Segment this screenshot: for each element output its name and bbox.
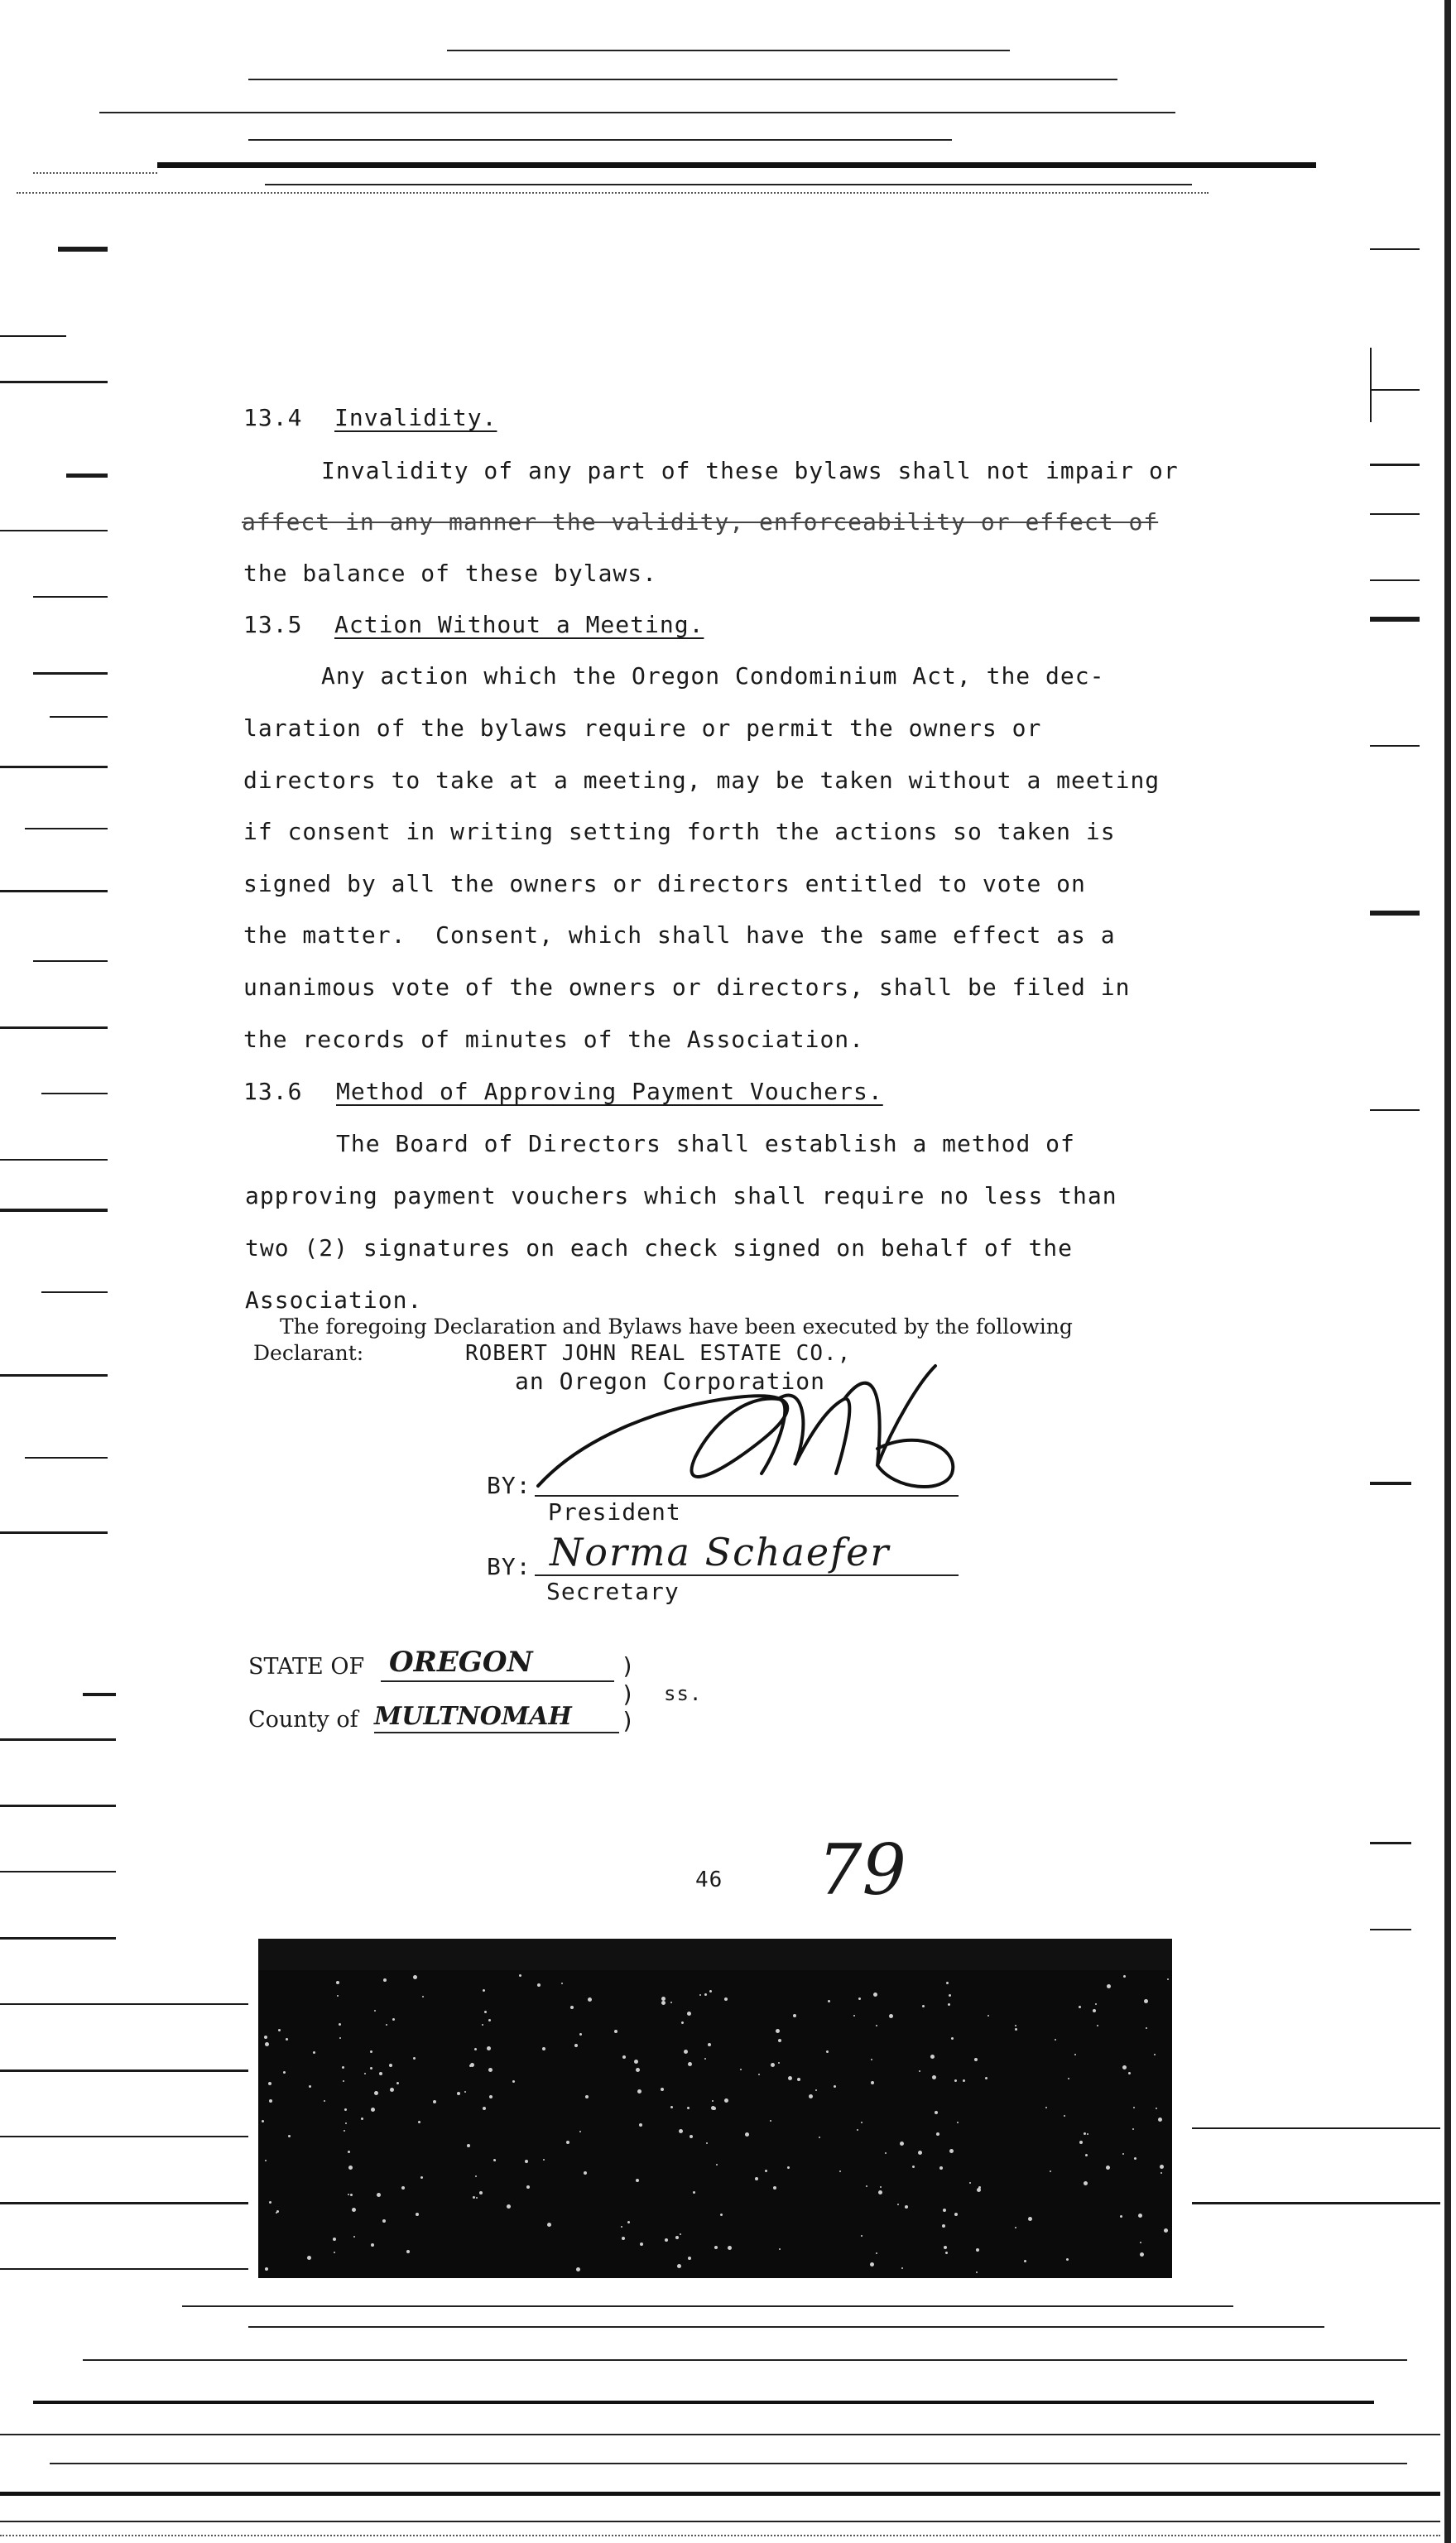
noise-speck <box>1140 2252 1144 2257</box>
noise-speck <box>489 2095 493 2098</box>
noise-speck <box>1068 2078 1069 2079</box>
noise-speck <box>670 2106 673 2108</box>
noise-speck <box>374 2010 376 2012</box>
noise-speck <box>720 2214 723 2216</box>
bracket: ) <box>621 1652 636 1680</box>
noise-speck <box>987 2015 989 2017</box>
body-line: two (2) signatures on each check signed on behalf of the <box>245 1234 1074 1262</box>
county-value: MULTNOMAH <box>374 1702 572 1731</box>
noise-speck <box>939 2166 943 2170</box>
noise-speck <box>588 1997 592 2002</box>
noise-speck <box>930 2055 935 2059</box>
noise-speck <box>406 2250 410 2253</box>
noise-speck <box>936 2132 939 2136</box>
noise-speck <box>714 2246 718 2249</box>
noise-speck <box>681 2021 684 2024</box>
section-title: Method of Approving Payment Vouchers. <box>336 1078 883 1105</box>
noise-speck <box>390 2088 394 2092</box>
noise-speck <box>1106 2166 1110 2170</box>
body-line: approving payment vouchers which shall require no less than <box>245 1182 1117 1209</box>
section-title: Action Without a Meeting. <box>334 611 704 638</box>
noise-speck <box>286 2038 288 2041</box>
noise-speck <box>1045 2107 1047 2108</box>
noise-speck <box>487 2046 491 2050</box>
noise-speck <box>479 2191 483 2194</box>
noise-speck <box>1154 2054 1156 2055</box>
state-label: STATE OF <box>248 1654 365 1680</box>
noise-speck <box>389 2064 392 2067</box>
noise-speck <box>728 2246 732 2250</box>
noise-speck <box>1084 2181 1088 2185</box>
company-subtitle: an Oregon Corporation <box>515 1368 826 1395</box>
noise-speck <box>773 2186 776 2190</box>
body-line: Any action which the Oregon Condominium Act, the dec- <box>321 662 1105 690</box>
noise-speck <box>383 1978 387 1982</box>
noise-speck <box>264 2036 267 2039</box>
noise-speck <box>348 2166 353 2170</box>
scan-dark-region-top <box>258 1939 1172 1970</box>
noise-speck <box>512 2080 515 2083</box>
noise-speck <box>386 2024 387 2026</box>
noise-speck <box>364 2073 366 2074</box>
page-number: 46 <box>695 1868 723 1892</box>
noise-speck <box>779 2248 781 2250</box>
body-line: laration of the bylaws require or permit the owners or <box>243 714 1042 742</box>
section-number: 13.4 <box>243 404 303 431</box>
noise-speck <box>724 2098 728 2103</box>
noise-speck <box>670 2002 672 2003</box>
noise-speck <box>570 2006 574 2009</box>
noise-speck <box>778 2039 781 2042</box>
noise-speck <box>873 1993 877 1997</box>
ss-label: ss. <box>664 1682 703 1705</box>
noise-speck <box>935 2111 938 2114</box>
county-label: County of <box>248 1707 358 1733</box>
noise-speck <box>547 2223 551 2227</box>
noise-speck <box>819 2137 820 2138</box>
body-line: Association. <box>245 1286 423 1314</box>
signature-line <box>535 1574 959 1576</box>
president-title: President <box>548 1498 681 1526</box>
handwritten-page-number: 79 <box>818 1829 906 1911</box>
noise-speck <box>704 2058 706 2060</box>
noise-speck <box>690 2135 693 2138</box>
noise-speck <box>1028 2217 1032 2221</box>
noise-speck <box>309 2085 311 2088</box>
noise-speck <box>943 2209 946 2212</box>
noise-speck <box>640 2243 643 2246</box>
execution-statement: The foregoing Declaration and Bylaws have been executed by the following <box>280 1315 1073 1339</box>
noise-speck <box>343 2080 344 2082</box>
noise-speck <box>954 2079 957 2082</box>
noise-speck <box>1160 2165 1164 2169</box>
body-line: directors to take at a meeting, may be taken without a meeting <box>243 767 1160 794</box>
noise-speck <box>637 2089 642 2094</box>
president-signature <box>530 1349 960 1515</box>
noise-speck <box>661 1997 666 2001</box>
noise-speck <box>579 2033 582 2036</box>
noise-speck <box>488 2019 491 2021</box>
noise-speck <box>858 1997 861 2000</box>
body-line: signed by all the owners or directors entitled to vote on <box>243 870 1086 897</box>
noise-speck <box>361 2118 363 2120</box>
noise-speck <box>636 2179 639 2182</box>
noise-speck <box>336 1981 339 1984</box>
noise-speck <box>976 2271 978 2273</box>
noise-speck <box>945 2252 948 2254</box>
noise-speck <box>712 2100 714 2102</box>
noise-speck <box>542 2047 545 2050</box>
declarant-label: Declarant: <box>253 1341 364 1365</box>
noise-speck <box>788 2076 792 2080</box>
body-line: if consent in writing setting forth the actions so taken is <box>243 818 1116 845</box>
noise-speck <box>639 2123 642 2127</box>
noise-speck <box>622 2237 625 2240</box>
noise-speck <box>1160 2172 1162 2174</box>
noise-speck <box>1122 2153 1124 2155</box>
noise-speck <box>370 2050 372 2053</box>
state-value: OREGON <box>389 1646 533 1679</box>
noise-speck <box>1120 2215 1122 2218</box>
noise-speck <box>579 2131 581 2132</box>
noise-speck <box>1132 2128 1134 2130</box>
body-line: the records of minutes of the Association. <box>243 1026 865 1053</box>
noise-speck <box>870 2262 874 2267</box>
by-label: BY: <box>487 1553 531 1580</box>
noise-speck <box>1015 2028 1017 2031</box>
noise-speck <box>876 2025 877 2026</box>
noise-speck <box>422 1996 424 1997</box>
by-label: BY: <box>487 1472 531 1499</box>
noise-speck <box>675 2236 679 2239</box>
body-line: the matter. Consent, which shall have the same effect as a <box>243 921 1116 949</box>
noise-speck <box>543 2159 545 2161</box>
noise-speck <box>307 2256 311 2260</box>
body-line: Invalidity of any part of these bylaws shall not impair or <box>321 457 1179 484</box>
body-line: The Board of Directors shall establish a method of <box>336 1130 1075 1157</box>
noise-speck <box>574 2044 578 2047</box>
noise-speck <box>576 2267 580 2271</box>
noise-speck <box>507 2204 511 2209</box>
noise-speck <box>469 2065 472 2067</box>
section-title: Invalidity. <box>334 404 497 431</box>
noise-speck <box>687 2107 690 2109</box>
noise-speck <box>1138 2214 1142 2218</box>
noise-speck <box>525 2160 528 2163</box>
noise-speck <box>1128 2072 1131 2074</box>
noise-speck <box>537 1983 541 1987</box>
noise-speck <box>985 2077 987 2079</box>
noise-speck <box>276 2212 277 2214</box>
noise-speck <box>324 2100 325 2102</box>
noise-speck <box>392 2018 395 2021</box>
noise-speck <box>1079 2141 1083 2144</box>
noise-speck <box>954 2213 958 2216</box>
bracket: ) <box>621 1707 636 1734</box>
noise-speck <box>337 1995 339 1997</box>
noise-speck <box>585 2095 589 2098</box>
company-name: ROBERT JOHN REAL ESTATE CO., <box>465 1341 852 1366</box>
noise-speck <box>815 2089 817 2091</box>
noise-speck <box>684 2050 688 2054</box>
noise-speck <box>418 2121 420 2123</box>
noise-speck <box>1079 2006 1081 2008</box>
noise-speck <box>1144 1999 1148 2003</box>
noise-speck <box>488 2068 493 2072</box>
state-line <box>381 1680 614 1682</box>
body-line-struck: affect in any manner the validity, enforceability or effect of <box>242 508 1159 536</box>
noise-speck <box>661 2088 664 2091</box>
noise-speck <box>269 2099 272 2103</box>
noise-speck <box>1134 2157 1136 2160</box>
noise-speck <box>1133 2107 1135 2108</box>
noise-speck <box>946 1982 949 1984</box>
body-line: unanimous vote of the owners or directors, shall be filed in <box>243 973 1131 1001</box>
noise-speck <box>755 2177 758 2180</box>
noise-speck <box>969 2182 971 2184</box>
noise-speck <box>352 2208 356 2212</box>
noise-speck <box>976 2248 979 2252</box>
noise-speck <box>1097 2025 1098 2026</box>
noise-speck <box>1085 2154 1088 2156</box>
noise-speck <box>342 2066 344 2069</box>
county-line <box>374 1732 619 1733</box>
noise-speck <box>268 2082 271 2085</box>
noise-speck <box>1123 1975 1126 1978</box>
secretary-title: Secretary <box>546 1578 680 1605</box>
noise-speck <box>866 2185 867 2187</box>
noise-speck <box>797 2078 800 2081</box>
section-number: 13.5 <box>243 611 303 638</box>
section-number: 13.6 <box>243 1078 303 1105</box>
noise-speck <box>793 2014 796 2017</box>
noise-speck <box>778 2062 780 2064</box>
noise-speck <box>475 2175 477 2177</box>
noise-speck <box>758 2074 760 2075</box>
bracket: ) <box>621 1680 636 1708</box>
noise-speck <box>948 2003 950 2006</box>
noise-speck <box>464 2091 466 2093</box>
noise-speck <box>614 2030 617 2033</box>
noise-speck <box>745 2132 749 2137</box>
body-line: the balance of these bylaws. <box>243 560 658 587</box>
secretary-signature: Norma Schaefer <box>550 1530 891 1574</box>
noise-speck <box>949 1994 951 1997</box>
noise-speck <box>861 2235 863 2237</box>
noise-speck <box>880 2186 882 2188</box>
